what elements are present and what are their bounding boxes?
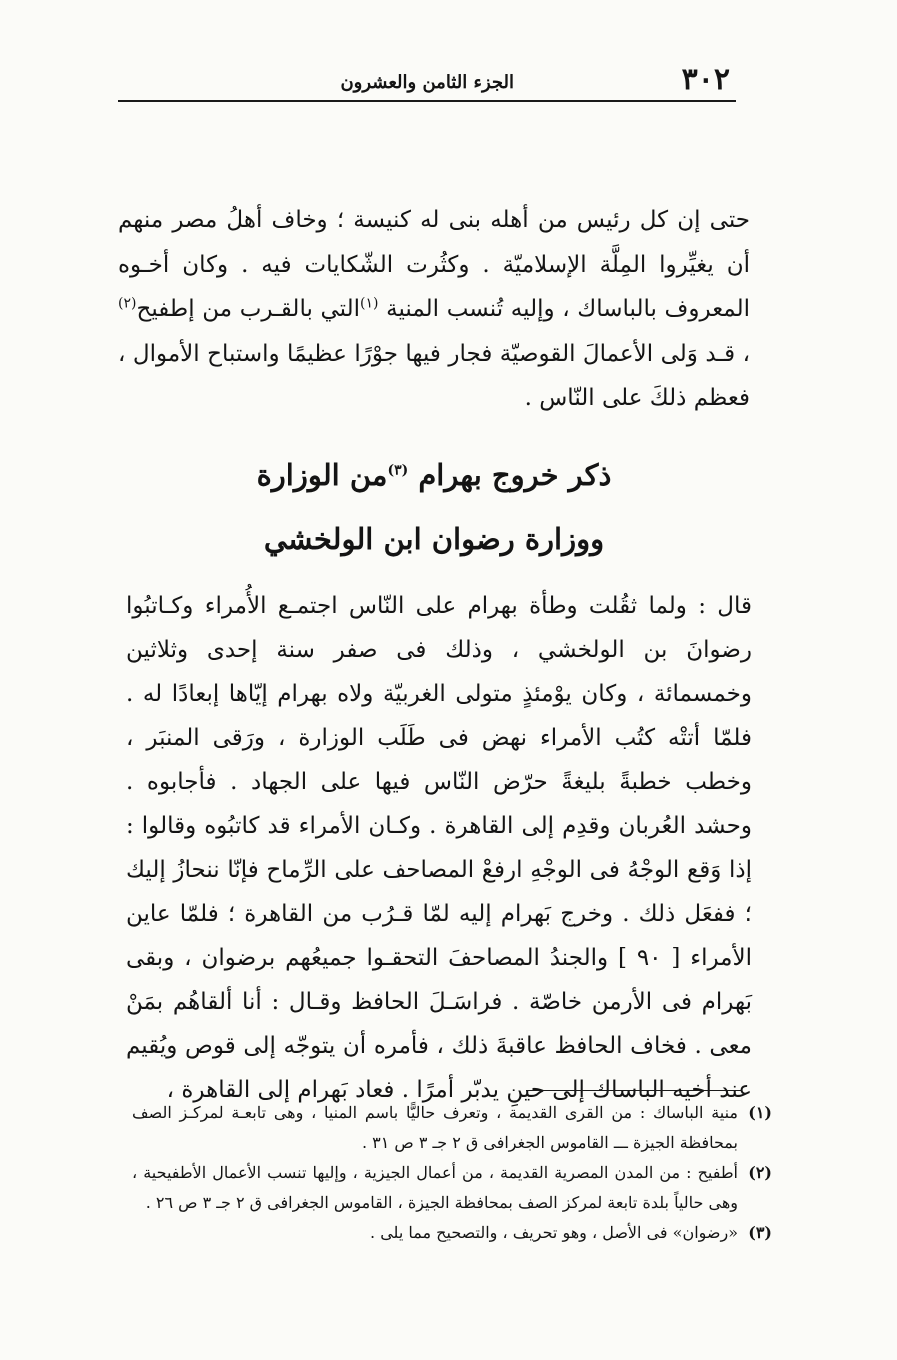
footnote-text: «رضوان» فى الأصل ، وهو تحريف ، والتصحيح مما يلى . bbox=[370, 1223, 738, 1242]
paragraph-1-text-b: التي بالقـرب من إطفيح bbox=[136, 296, 361, 322]
paragraph-2 bbox=[126, 584, 752, 1112]
footnote-ref-2: (٢) bbox=[118, 295, 137, 312]
footnote-ref-3: (٣) bbox=[387, 462, 409, 479]
paragraph-2-text-b: والجندُ المصاحفَ التحقـوا جميعُهم برضوان ، وبقى بَهرام فى الأرمن خاصّة . فراسَـلَ الحافظ وقـال : أنا ألقاهُم بمَنْ معى . فخاف الحافظ عاقبةَ ذلك ، فأمره أن يتوجّه إلى قوص ويُقيم عند أخيه الباساك إلى حينِ يدبّر أمرًا . فعاد بَهرام إلى القاهرة ، bbox=[126, 945, 752, 1103]
footnote-3 bbox=[132, 1218, 772, 1248]
footnote-number: (١) bbox=[748, 1103, 772, 1122]
section-heading-line-1 bbox=[118, 458, 750, 492]
page-reference: [ ٩٠ ] bbox=[617, 945, 681, 971]
footnotes bbox=[132, 1098, 772, 1248]
paragraph-1 bbox=[118, 198, 750, 421]
footnote-number: (٣) bbox=[748, 1223, 772, 1242]
heading-text-b: من الوزارة bbox=[256, 458, 388, 492]
footnote-2 bbox=[132, 1158, 772, 1218]
running-header bbox=[118, 58, 736, 102]
footnote-ref-1: (١) bbox=[360, 295, 379, 312]
paragraph-1-text-a: حتى إن كل رئيس من أهله بنى له كنيسة ؛ وخاف أهلُ مصر منهم أن يغيِّروا المِلَّة الإسلاميّة . وكثُرت الشّكايات فيه . وكان أخـوه المعروف بالباساك ، وإليه تُنسب المنية bbox=[118, 207, 750, 322]
footnote-1 bbox=[132, 1098, 772, 1158]
running-title: الجزء الثامن والعشرون bbox=[340, 72, 514, 93]
footnote-number: (٢) bbox=[748, 1163, 772, 1182]
footnote-text: منية الباساك : من القرى القديمة ، وتعرف حاليًّا باسم المنيا ، وهى تابعـة لمركـز الصف بمحافظة الجيزة ـــ القاموس الجغرافى ق ٢ جـ ٣ ص ٣١ . bbox=[132, 1103, 738, 1152]
footnote-separator bbox=[526, 1090, 742, 1091]
paragraph-2-text-a: قال : ولما ثقُلت وطأة بهرام على النّاس اجتمـع الأُمراء وكـاتبُوا رضوانَ بن الولخشي ، وذلك فى صفر سنة إحدى وثلاثين وخمسمائة ، وكان يوْمئذٍ متولى الغربيّة ولاه بهرام إيّاها إبعادًا له . فلمّا أتتْه كتُب الأمراء نهض فى طَلَب الوزارة ، ورَقى المنبَر ، وخطب خطبةً بليغةً حرّض النّاس فيها على الجهاد . فأجابوه . وحشد العُربان وقدِم إلى القاهرة . وكـان الأمراء قد كاتبُوه وقالوا : إذا وَقع الوجْهُ فى الوجْهِ ارفعْ المصاحف على الرِّماح فإنّا ننحازُ إليك ؛ ففعَل ذلك . وخرج بَهرام إليه لمّا قـرُب من القاهرة ؛ فلمّا عاين الأمراء bbox=[126, 593, 753, 971]
heading-text-a: ذكر خروج بهرام bbox=[418, 458, 612, 492]
paragraph-1-text-c: ، قـد وَلى الأعمالَ القوصيّة فجار فيها جوْرًا عظيمًا واستباح الأموال ، فعظم ذلكَ على النّاس . bbox=[118, 340, 750, 411]
section-heading-line-2: ووزارة رضوان ابن الولخشي bbox=[263, 522, 605, 556]
page-number: ٣٠٢ bbox=[681, 62, 730, 97]
footnote-text: أطفيح : من المدن المصرية القديمة ، من أعمال الجيزية ، وإليها تنسب الأعمال الأطفيحية ، وهى حالياً بلدة تابعة لمركز الصف بمحافظة الجيزة ، القاموس الجغرافى ق ٢ جـ ٣ ص ٢٦ . bbox=[132, 1163, 739, 1212]
